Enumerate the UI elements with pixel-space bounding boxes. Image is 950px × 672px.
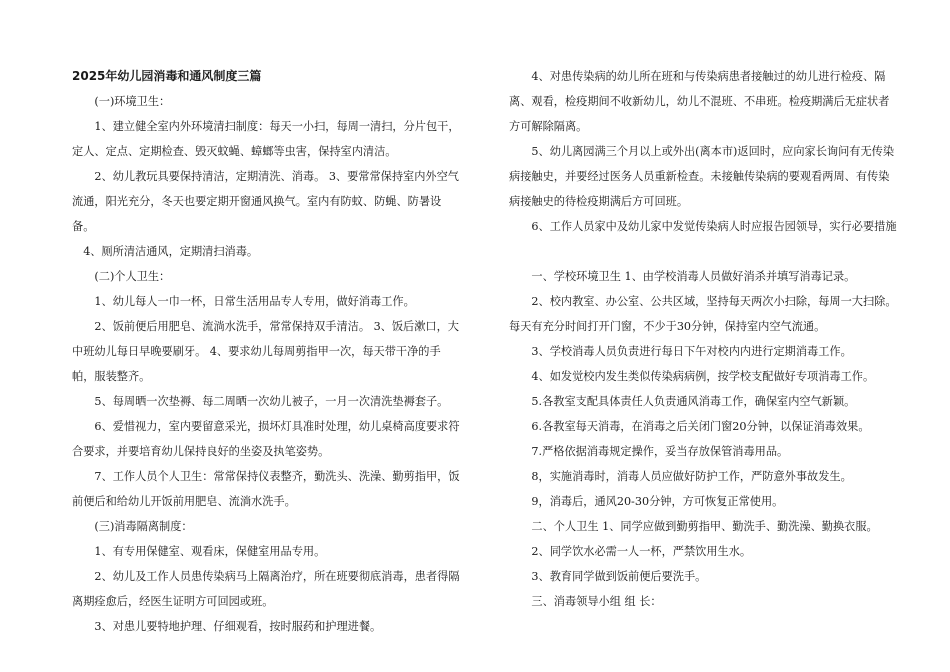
paragraph: 6、工作人员家中及幼儿家中发觉传染病人时应报告园领导，实行必要措施 (531, 220, 897, 233)
section-heading-personal-hygiene: 二、个人卫生 1、同学应做到勤剪指甲、勤洗手、勤洗澡、勤换衣服。 (531, 520, 878, 533)
paragraph: 6、爱惜视力，室内要留意采光，损坏灯具准时处理，幼儿桌椅高度要求符合要求，并要培育幼儿保持良好的坐姿及执笔姿势。 (72, 420, 460, 458)
paragraph: 1、幼儿每人一巾一杯，日常生活用品专人专用，做好消毒工作。 (94, 295, 415, 308)
paragraph: 3、对患儿要特地护理、仔细观看，按时服药和护理进餐。 (94, 620, 382, 633)
paragraph: 2、幼儿及工作人员患传染病马上隔离治疗，所在班要彻底消毒，患者得隔离期痊愈后，经医生证明方可回园或班。 (72, 570, 460, 608)
blank-line (509, 239, 899, 264)
section-heading-school-environment: 一、学校环境卫生 1、由学校消毒人员做好消杀并填写消毒记录。 (531, 270, 856, 283)
paragraph: 9，消毒后，通风20-30分钟，方可恢复正常使用。 (531, 495, 784, 508)
paragraph: 3、教育同学做到饭前便后要洗手。 (531, 570, 707, 583)
left-column (72, 64, 462, 639)
paragraph: 5.各教室支配具体责任人负责通风消毒工作，确保室内空气新颖。 (531, 395, 856, 408)
paragraph: 6.各教室每天消毒，在消毒之后关闭门窗20分钟，以保证消毒效果。 (531, 420, 870, 433)
paragraph: 5、幼儿离园满三个月以上或外出(离本市)返回时，应向家长询问有无传染病接触史，并要经过医务人员重新检查。未接触传染病的要观看两周、有传染病接触史的待检疫期满后方可回班。 (509, 145, 895, 208)
section-heading-isolation: (三)消毒隔离制度： (94, 520, 193, 533)
paragraph: 2、饭前便后用肥皂、流淌水洗手，常常保持双手清洁。 3、饭后漱口，大中班幼儿每日早晚要刷牙。 4、要求幼儿每周剪指甲一次，每天带干净的手帕，服装整齐。 (72, 320, 459, 383)
section-heading-personal: (二)个人卫生： (94, 270, 171, 283)
paragraph: 4、厕所清洁通风，定期清扫消毒。 (83, 245, 259, 258)
paragraph: 1、有专用保健室、观看床，保健室用品专用。 (94, 545, 326, 558)
document-title: 2025年幼儿园消毒和通风制度三篇 (72, 69, 262, 83)
section-heading-leadership: 三、消毒领导小组 组 长： (531, 595, 662, 608)
section-heading-environment: (一)环境卫生： (94, 95, 171, 108)
paragraph: 4、如发觉校内发生类似传染病病例，按学校支配做好专项消毒工作。 (531, 370, 875, 383)
paragraph: 7、工作人员个人卫生：常常保持仪表整齐，勤洗头、洗澡、勤剪指甲，饭前便后和给幼儿开饭前用肥皂、流淌水洗手。 (72, 470, 460, 508)
paragraph: 4、对患传染病的幼儿所在班和与传染病患者接触过的幼儿进行检疫、隔离、观看，检疫期间不收新幼儿，幼儿不混班、不串班。检疫期满后无症状者方可解除隔离。 (509, 70, 890, 133)
paragraph: 2、幼儿教玩具要保持清洁，定期清洗、消毒。 3、要常常保持室内外空气流通，阳光充分，冬天也要定期开窗通风换气。室内有防蚊、防蝇、防暑设备。 (72, 170, 459, 233)
paragraph: 2、同学饮水必需一人一杯，严禁饮用生水。 (531, 545, 752, 558)
right-column (509, 64, 899, 614)
paragraph: 2、校内教室、办公室、公共区域，坚持每天两次小扫除，每周一大扫除。每天有充分时间打开门窗，不少于30分钟，保持室内空气流通。 (509, 295, 897, 333)
paragraph: 5、每周晒一次垫褥、每二周晒一次幼儿被子，一月一次清洗垫褥套子。 (94, 395, 449, 408)
paragraph: 1、建立健全室内外环境清扫制度：每天一小扫，每周一清扫，分片包干，定人、定点、定期检查、毁灭蚊蝇、蟑螂等虫害，保持室内清洁。 (72, 120, 460, 158)
paragraph: 7.严格依据消毒规定操作，妥当存放保管消毒用品。 (531, 445, 789, 458)
paragraph: 3、学校消毒人员负责进行每日下午对校内内进行定期消毒工作。 (531, 345, 852, 358)
paragraph: 8，实施消毒时，消毒人员应做好防护工作，严防意外事故发生。 (531, 470, 852, 483)
